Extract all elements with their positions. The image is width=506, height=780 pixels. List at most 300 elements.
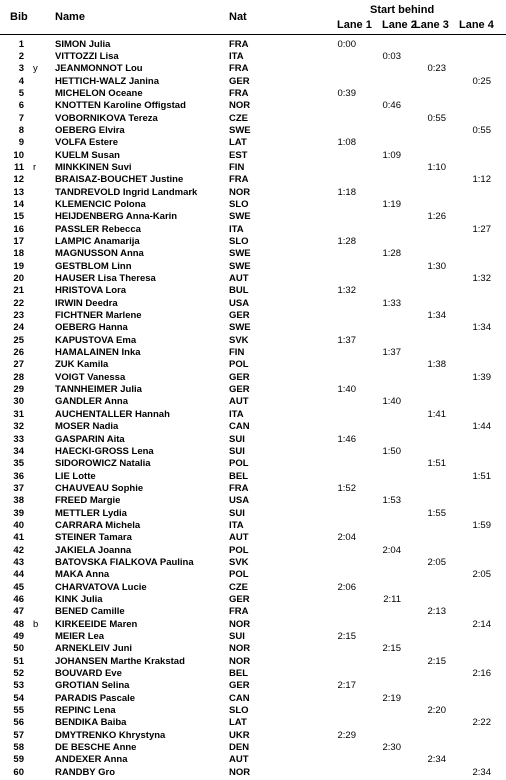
nat-cell: GER	[229, 384, 250, 396]
name-cell: SIDOROWICZ Natalia	[55, 458, 151, 470]
nat-cell: CZE	[229, 112, 248, 124]
bib-cell: 19	[13, 260, 24, 272]
start-behind-cell: 2:05	[427, 556, 446, 568]
name-cell: BATOVSKA FIALKOVA Paulina	[55, 556, 194, 568]
table-row	[0, 446, 506, 458]
flag-cell: b	[33, 618, 39, 630]
nat-cell: AUT	[229, 532, 249, 544]
start-behind-cell: 2:29	[337, 729, 356, 741]
start-behind-cell: 1:40	[382, 396, 401, 408]
nat-cell: DEN	[229, 742, 250, 754]
nat-cell: FRA	[229, 63, 249, 75]
name-cell: BOUVARD Eve	[55, 668, 122, 680]
start-behind-cell: 1:41	[427, 408, 446, 420]
start-behind-cell: 1:08	[337, 137, 356, 149]
name-cell: AUCHENTALLER Hannah	[55, 408, 170, 420]
nat-cell: NOR	[229, 186, 251, 198]
bib-cell: 57	[13, 729, 24, 741]
nat-cell: NOR	[229, 643, 251, 655]
start-list-rows	[0, 39, 506, 780]
table-header	[0, 0, 506, 34]
name-cell: MICHELON Oceane	[55, 87, 143, 99]
bib-cell: 48	[13, 618, 24, 630]
table-row	[0, 396, 506, 408]
nat-cell: AUT	[229, 273, 249, 285]
table-row	[0, 705, 506, 717]
name-cell: VOLFA Estere	[55, 137, 119, 149]
start-behind-cell: 2:04	[382, 544, 401, 556]
nat-cell: FIN	[229, 161, 245, 173]
nat-cell: FRA	[229, 38, 249, 50]
start-behind-cell: 1:39	[472, 371, 491, 383]
table-row	[0, 421, 506, 433]
name-cell: MINKKINEN Suvi	[55, 161, 132, 173]
name-cell: KNOTTEN Karoline Offigstad	[55, 100, 186, 112]
bib-cell: 46	[13, 593, 24, 605]
table-row	[0, 619, 506, 631]
start-behind-cell: 0:23	[427, 63, 446, 75]
name-cell: BENDIKA Baiba	[55, 717, 127, 729]
nat-cell: CAN	[229, 692, 250, 704]
nat-cell: SWE	[229, 322, 251, 334]
bib-cell: 18	[13, 248, 24, 260]
bib-cell: 20	[13, 273, 24, 285]
start-behind-cell: 0:00	[337, 38, 356, 50]
start-behind-cell: 2:30	[382, 742, 401, 754]
bib-cell: 34	[13, 445, 24, 457]
name-cell: BRAISAZ-BOUCHET Justine	[55, 174, 184, 186]
bib-cell: 15	[13, 211, 24, 223]
name-cell: CHARVATOVA Lucie	[55, 581, 147, 593]
start-behind-cell: 0:39	[337, 87, 356, 99]
start-behind-cell: 1:51	[472, 470, 491, 482]
table-row	[0, 582, 506, 594]
nat-cell: FRA	[229, 606, 249, 618]
name-cell: IRWIN Deedra	[55, 297, 118, 309]
name-cell: HAUSER Lisa Theresa	[55, 273, 156, 285]
bib-cell: 58	[13, 742, 24, 754]
bib-cell: 47	[13, 606, 24, 618]
name-cell: MOSER Nadia	[55, 421, 119, 433]
name-cell: CHAUVEAU Sophie	[55, 482, 144, 494]
nat-cell: NOR	[229, 618, 251, 630]
name-cell: LAMPIC Anamarija	[55, 236, 140, 247]
table-row	[0, 643, 506, 655]
start-behind-cell: 2:14	[472, 618, 491, 630]
start-behind-cell: 2:15	[382, 643, 401, 655]
nat-cell: SUI	[229, 445, 245, 457]
bib-cell: 59	[13, 754, 24, 766]
bib-cell: 45	[13, 581, 24, 593]
table-row	[0, 508, 506, 520]
name-cell: BENED Camille	[55, 606, 125, 618]
table-row	[0, 434, 506, 446]
name-cell: PARADIS Pascale	[55, 692, 136, 704]
nat-cell: ITA	[229, 50, 244, 62]
start-behind-cell: 1:59	[472, 519, 491, 531]
bib-cell: 23	[13, 310, 24, 322]
nat-cell: SLO	[229, 236, 249, 247]
bib-cell: 51	[13, 655, 24, 667]
table-row	[0, 532, 506, 544]
nat-cell: GER	[229, 310, 250, 322]
header-divider	[0, 34, 506, 35]
name-cell: PASSLER Rebecca	[55, 223, 141, 235]
name-cell: GESTBLOM Linn	[55, 260, 132, 272]
nat-cell: LAT	[229, 717, 247, 729]
name-cell: STEINER Tamara	[55, 532, 132, 544]
bib-cell: 41	[13, 532, 24, 544]
start-behind-cell: 2:05	[472, 569, 491, 581]
start-behind-cell: 0:25	[472, 75, 491, 87]
table-row	[0, 88, 506, 100]
bib-cell: 53	[13, 680, 24, 692]
name-cell: GANDLER Anna	[55, 396, 129, 408]
name-cell: MAKA Anna	[55, 569, 110, 581]
start-behind-cell: 0:55	[427, 112, 446, 124]
table-row	[0, 162, 506, 174]
name-cell: KUELM Susan	[55, 149, 120, 161]
table-row	[0, 261, 506, 273]
nat-cell: POL	[229, 544, 249, 556]
start-behind-cell: 2:16	[472, 668, 491, 680]
table-row	[0, 680, 506, 692]
table-row	[0, 520, 506, 532]
name-cell: MAGNUSSON Anna	[55, 248, 144, 260]
header-bib: Bib	[10, 11, 28, 23]
bib-cell: 39	[13, 507, 24, 519]
table-row	[0, 273, 506, 285]
start-behind-cell: 1:51	[427, 458, 446, 470]
nat-cell: LAT	[229, 137, 247, 149]
table-row	[0, 100, 506, 112]
name-cell: OEBERG Hanna	[55, 322, 128, 334]
bib-cell: 26	[13, 347, 24, 359]
bib-cell: 43	[13, 556, 24, 568]
bib-cell: 52	[13, 668, 24, 680]
table-row	[0, 730, 506, 742]
start-behind-cell: 2:15	[427, 655, 446, 667]
table-row	[0, 150, 506, 162]
table-row	[0, 63, 506, 75]
nat-cell: FRA	[229, 174, 249, 186]
bib-cell: 10	[13, 149, 24, 161]
nat-cell: FRA	[229, 87, 249, 99]
bib-cell: 9	[18, 137, 24, 149]
start-behind-cell: 1:32	[472, 273, 491, 285]
bib-cell: 4	[18, 75, 24, 87]
table-row	[0, 754, 506, 766]
bib-cell: 27	[13, 359, 24, 371]
bib-cell: 31	[13, 408, 24, 420]
bib-cell: 55	[13, 705, 24, 717]
table-row	[0, 174, 506, 186]
start-behind-cell: 1:28	[382, 248, 401, 260]
start-behind-cell: 1:37	[382, 347, 401, 359]
name-cell: FICHTNER Marlene	[55, 310, 142, 322]
name-cell: HAMALAINEN Inka	[55, 347, 141, 359]
header-lane-4: Lane 4	[459, 19, 494, 31]
nat-cell: AUT	[229, 754, 249, 766]
table-row	[0, 545, 506, 557]
name-cell: TANNHEIMER Julia	[55, 384, 142, 396]
table-row	[0, 322, 506, 334]
start-behind-cell: 1:38	[427, 359, 446, 371]
name-cell: KAPUSTOVA Ema	[55, 334, 137, 346]
nat-cell: ITA	[229, 408, 244, 420]
nat-cell: USA	[229, 495, 250, 507]
start-behind-cell: 0:46	[382, 100, 401, 112]
bib-cell: 5	[18, 87, 24, 99]
name-cell: GASPARIN Aita	[55, 433, 125, 445]
name-cell: KIRKEEIDE Maren	[55, 618, 138, 630]
bib-cell: 38	[13, 495, 24, 507]
start-behind-cell: 1:09	[382, 149, 401, 161]
nat-cell: BEL	[229, 668, 248, 680]
nat-cell: FIN	[229, 347, 245, 359]
bib-cell: 33	[13, 433, 24, 445]
table-row	[0, 125, 506, 137]
name-cell: ZUK Kamila	[55, 359, 109, 371]
nat-cell: POL	[229, 458, 249, 470]
name-cell: MEIER Lea	[55, 631, 105, 642]
start-behind-cell: 1:28	[337, 236, 356, 247]
bib-cell: 17	[13, 236, 24, 247]
bib-cell: 13	[13, 186, 24, 198]
start-behind-cell: 1:44	[472, 421, 491, 433]
start-behind-cell: 1:30	[427, 260, 446, 272]
name-cell: SIMON Julia	[55, 38, 111, 50]
name-cell: LIE Lotte	[55, 470, 96, 482]
bib-cell: 3	[18, 63, 24, 75]
start-behind-cell: 2:20	[427, 705, 446, 717]
nat-cell: NOR	[229, 655, 251, 667]
table-row	[0, 76, 506, 88]
name-cell: VOBORNIKOVA Tereza	[55, 112, 158, 124]
start-behind-cell: 1:19	[382, 198, 401, 210]
nat-cell: POL	[229, 569, 249, 581]
table-row	[0, 409, 506, 421]
nat-cell: BUL	[229, 285, 249, 297]
bib-cell: 28	[13, 371, 24, 383]
table-row	[0, 656, 506, 668]
bib-cell: 7	[18, 112, 24, 124]
bib-cell: 40	[13, 519, 24, 531]
start-behind-cell: 0:03	[382, 50, 401, 62]
nat-cell: GER	[229, 371, 250, 383]
table-row	[0, 606, 506, 618]
bib-cell: 22	[13, 297, 24, 309]
start-behind-cell: 1:55	[427, 507, 446, 519]
name-cell: CARRARA Michela	[55, 519, 141, 531]
nat-cell: SVK	[229, 334, 249, 346]
nat-cell: GER	[229, 680, 250, 692]
table-row	[0, 199, 506, 211]
table-row	[0, 384, 506, 396]
bib-cell: 6	[18, 100, 24, 112]
table-row	[0, 359, 506, 371]
name-cell: REPINC Lena	[55, 705, 116, 717]
header-start-behind: Start behind	[370, 4, 435, 16]
flag-cell: r	[33, 161, 37, 173]
bib-cell: 24	[13, 322, 24, 334]
table-row	[0, 693, 506, 705]
nat-cell: GER	[229, 593, 250, 605]
table-row	[0, 224, 506, 236]
name-cell: VITTOZZI Lisa	[55, 50, 119, 62]
nat-cell: USA	[229, 297, 250, 309]
name-cell: HAECKI-GROSS Lena	[55, 445, 154, 457]
table-row	[0, 495, 506, 507]
start-behind-cell: 0:55	[472, 124, 491, 136]
table-row	[0, 285, 506, 297]
table-row	[0, 557, 506, 569]
nat-cell: SLO	[229, 705, 249, 717]
bib-cell: 12	[13, 174, 24, 186]
nat-cell: AUT	[229, 396, 249, 408]
bib-cell: 37	[13, 482, 24, 494]
nat-cell: SWE	[229, 248, 251, 260]
bib-cell: 56	[13, 717, 24, 729]
nat-cell: CAN	[229, 421, 250, 433]
flag-cell: y	[33, 63, 38, 75]
bib-cell: 11	[13, 161, 24, 173]
table-row	[0, 767, 506, 779]
start-behind-cell: 2:13	[427, 606, 446, 618]
start-behind-cell: 1:53	[382, 495, 401, 507]
name-cell: HRISTOVA Lora	[55, 285, 127, 297]
nat-cell: ITA	[229, 223, 244, 235]
nat-cell: SWE	[229, 260, 251, 272]
start-behind-cell: 2:04	[337, 532, 356, 544]
name-cell: OEBERG Elvira	[55, 124, 125, 136]
nat-cell: SWE	[229, 124, 251, 136]
table-row	[0, 372, 506, 384]
nat-cell: NOR	[229, 766, 251, 778]
bib-cell: 36	[13, 470, 24, 482]
header-nat: Nat	[229, 11, 247, 23]
start-behind-cell: 1:46	[337, 433, 356, 445]
nat-cell: SUI	[229, 507, 245, 519]
start-behind-cell: 1:40	[337, 384, 356, 396]
name-cell: ARNEKLEIV Juni	[55, 643, 133, 655]
bib-cell: 60	[13, 766, 24, 778]
bib-cell: 14	[13, 198, 24, 210]
name-cell: METTLER Lydia	[55, 507, 127, 519]
table-row	[0, 335, 506, 347]
table-row	[0, 668, 506, 680]
name-cell: JAKIELA Joanna	[55, 544, 132, 556]
start-behind-cell: 1:34	[427, 310, 446, 322]
start-behind-cell: 1:26	[427, 211, 446, 223]
bib-cell: 2	[18, 50, 24, 62]
name-cell: KINK Julia	[55, 593, 103, 605]
start-behind-cell: 1:50	[382, 445, 401, 457]
table-row	[0, 248, 506, 260]
table-row	[0, 458, 506, 470]
start-behind-cell: 1:37	[337, 334, 356, 346]
header-lane-1: Lane 1	[337, 19, 372, 31]
table-row	[0, 717, 506, 729]
name-cell: JEANMONNOT Lou	[55, 63, 143, 75]
start-behind-cell: 2:34	[427, 754, 446, 766]
table-row	[0, 594, 506, 606]
name-cell: TANDREVOLD Ingrid Landmark	[55, 186, 198, 198]
header-name: Name	[55, 11, 85, 23]
bib-cell: 35	[13, 458, 24, 470]
start-behind-cell: 2:34	[472, 766, 491, 778]
name-cell: VOIGT Vanessa	[55, 371, 126, 383]
header-lane-3: Lane 3	[414, 19, 449, 31]
bib-cell: 16	[13, 223, 24, 235]
start-behind-cell: 2:11	[383, 593, 401, 605]
table-row	[0, 298, 506, 310]
bib-cell: 50	[13, 643, 24, 655]
start-behind-cell: 1:32	[337, 285, 356, 297]
start-behind-cell: 2:06	[337, 581, 356, 593]
start-behind-cell: 2:22	[472, 717, 491, 729]
nat-cell: BEL	[229, 470, 248, 482]
name-cell: RANDBY Gro	[55, 766, 115, 778]
nat-cell: NOR	[229, 100, 251, 112]
bib-cell: 54	[13, 692, 24, 704]
start-behind-cell: 1:10	[427, 161, 446, 173]
nat-cell: SLO	[229, 198, 249, 210]
nat-cell: SUI	[229, 631, 245, 642]
name-cell: DMYTRENKO Khrystyna	[55, 729, 166, 741]
name-cell: HEIJDENBERG Anna-Karin	[55, 211, 178, 223]
bib-cell: 32	[13, 421, 24, 433]
start-behind-cell: 1:18	[337, 186, 356, 198]
table-row	[0, 471, 506, 483]
name-cell: ANDEXER Anna	[55, 754, 128, 766]
name-cell: FREED Margie	[55, 495, 121, 507]
nat-cell: GER	[229, 75, 250, 87]
table-row	[0, 569, 506, 581]
name-cell: DE BESCHE Anne	[55, 742, 137, 754]
start-behind-cell: 1:27	[472, 223, 491, 235]
bib-cell: 30	[13, 396, 24, 408]
bib-cell: 8	[18, 124, 24, 136]
start-behind-cell: 2:17	[337, 680, 356, 692]
table-row	[0, 236, 506, 248]
nat-cell: SVK	[229, 556, 249, 568]
start-behind-cell: 2:15	[337, 631, 356, 642]
table-row	[0, 137, 506, 149]
table-row	[0, 631, 506, 643]
bib-cell: 42	[13, 544, 24, 556]
nat-cell: CZE	[229, 581, 248, 593]
table-row	[0, 347, 506, 359]
nat-cell: FRA	[229, 482, 249, 494]
start-behind-cell: 2:19	[382, 692, 401, 704]
bib-cell: 29	[13, 384, 24, 396]
table-row	[0, 113, 506, 125]
table-row	[0, 483, 506, 495]
table-row	[0, 742, 506, 754]
start-behind-cell: 1:33	[382, 297, 401, 309]
bib-cell: 25	[13, 334, 24, 346]
table-row	[0, 51, 506, 63]
nat-cell: ITA	[229, 519, 244, 531]
start-behind-cell: 1:52	[337, 482, 356, 494]
name-cell: HETTICH-WALZ Janina	[55, 75, 159, 87]
nat-cell: UKR	[229, 729, 250, 741]
bib-cell: 44	[13, 569, 24, 581]
nat-cell: POL	[229, 359, 249, 371]
name-cell: KLEMENCIC Polona	[55, 198, 146, 210]
nat-cell: EST	[229, 149, 248, 161]
